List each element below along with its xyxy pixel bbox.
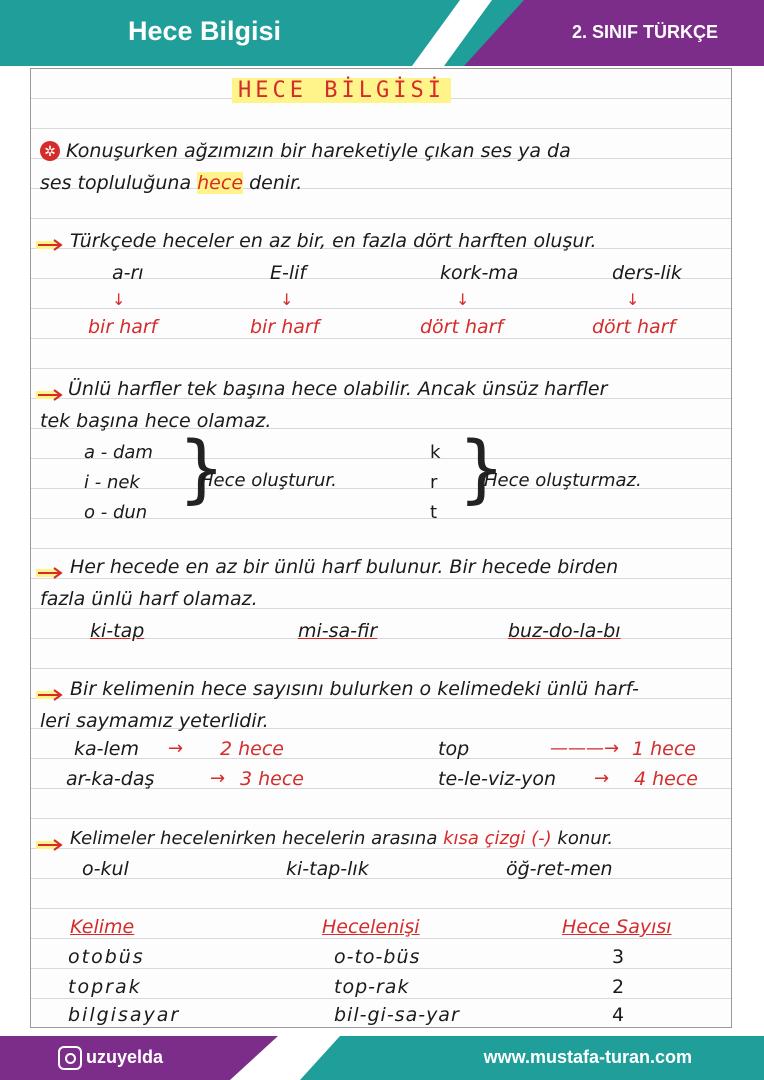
table-row-syllables: bil-gi-sa-yar [334, 1004, 460, 1026]
header-subject: 2. SINIF TÜRKÇE [571, 22, 718, 42]
arrow-icon [36, 688, 64, 702]
rule4-example-count-1: 2 hece [220, 738, 284, 760]
rule4-line2: leri saymamız yeterlidir. [40, 710, 269, 732]
definition-text-before: ses topluluğuna [40, 172, 192, 194]
rule4-line1: Bir kelimenin hece sayısını bulurken o kelimedeki ünlü harf- [70, 678, 639, 700]
rule4-example-count-4: 4 hece [634, 768, 698, 790]
rule2-line2: tek başına hece olamaz. [40, 410, 272, 432]
instagram-icon [58, 1046, 82, 1070]
table-header-count: Hece Sayısı [562, 916, 672, 938]
rule3-example-3: buz-do-la-bı [508, 620, 621, 642]
table-header-syllables: Hecelenişi [322, 916, 420, 938]
table-row-word: bilgisayar [68, 1004, 181, 1026]
rule5-text-main: Kelimeler hecelenirken hecelerin arasına [70, 828, 438, 849]
rule1-example-count-1: bir harf [88, 316, 158, 338]
rule4-example-word-3: ar-ka-daş [66, 768, 155, 790]
arrow-icon [36, 838, 64, 852]
brace-icon: } [458, 426, 506, 512]
table-row-count: 4 [612, 1004, 625, 1026]
vowel-word-1: a - dam [84, 442, 153, 463]
right-arrow-icon: ———→ [550, 738, 620, 759]
rule5-example-1: o-kul [82, 858, 129, 880]
rule3-line1: Her hecede en az bir ünlü harf bulunur. Bir hecede birden [70, 556, 619, 578]
arrow-icon [36, 388, 64, 402]
rule3-example-1: ki-tap [90, 620, 145, 642]
rule3-line2: fazla ünlü harf olamaz. [40, 588, 258, 610]
rule1-example-word-4: ders-lik [612, 262, 682, 284]
consonant-3: t [430, 502, 438, 523]
arrow-icon [36, 238, 64, 252]
vowel-label: Hece oluşturur. [200, 470, 337, 491]
rule1-example-word-3: kork-ma [440, 262, 519, 284]
rule4-example-count-3: 3 hece [240, 768, 304, 790]
table-row-word: toprak [68, 976, 142, 998]
rule1-example-word-1: a-rı [112, 262, 144, 284]
notebook-page [30, 68, 732, 1028]
right-arrow-icon: → [168, 738, 184, 759]
table-header-word: Kelime [70, 916, 135, 938]
rule5-text [70, 828, 613, 849]
footer-website-link[interactable]: www.mustafa-turan.com [483, 1047, 692, 1067]
rule5-example-2: ki-tap-lık [286, 858, 369, 880]
rule4-example-word-2: top [438, 738, 470, 760]
rule5-example-3: öğ-ret-men [506, 858, 613, 880]
consonant-label: Hece oluşturmaz. [484, 470, 642, 491]
vowel-word-3: o - dun [84, 502, 148, 523]
table-row-syllables: top-rak [334, 976, 410, 998]
definition-line2 [40, 172, 302, 194]
header-bar [0, 0, 764, 66]
down-arrow-icon: ↓ [112, 290, 126, 309]
rule2-line1: Ünlü harfler tek başına hece olabilir. Ancak ünsüz harfler [68, 378, 608, 400]
rule5-text-after: konur. [557, 828, 614, 849]
page-title: HECE BİLGİSİ [232, 78, 451, 103]
consonant-1: k [430, 442, 441, 463]
rule4-example-word-1: ka-lem [74, 738, 139, 760]
rule4-example-word-4: te-le-viz-yon [438, 768, 557, 790]
down-arrow-icon: ↓ [626, 290, 640, 309]
right-arrow-icon: → [210, 768, 226, 789]
footer-social-handle[interactable]: uzuyelda [86, 1047, 164, 1067]
consonant-2: r [430, 472, 438, 493]
table-row-syllables: o-to-büs [334, 946, 421, 968]
definition-text-after: denir. [249, 172, 303, 194]
arrow-icon [36, 566, 64, 580]
header-title: Hece Bilgisi [128, 16, 282, 46]
rule1-text: Türkçede heceler en az bir, en fazla dört harften oluşur. [70, 230, 597, 252]
right-arrow-icon: → [594, 768, 610, 789]
table-row-word: otobüs [68, 946, 145, 968]
rule1-example-count-3: dört harf [420, 316, 504, 338]
table-row-count: 2 [612, 976, 625, 998]
down-arrow-icon: ↓ [456, 290, 470, 309]
brace-icon: } [178, 426, 226, 512]
rule5-highlight: kısa çizgi (-) [443, 828, 552, 849]
table-row-count: 3 [612, 946, 625, 968]
rule4-example-count-2: 1 hece [632, 738, 696, 760]
definition-line1: Konuşurken ağzımızın bir hareketiyle çıkan ses ya da [66, 140, 571, 162]
flower-bullet-icon: ✲ [40, 141, 60, 161]
definition-highlight: hece [197, 172, 244, 194]
rule3-example-2: mi-sa-fir [298, 620, 378, 642]
rule1-example-count-2: bir harf [250, 316, 320, 338]
rule1-example-word-2: E-lif [270, 262, 307, 284]
rule1-example-count-4: dört harf [592, 316, 676, 338]
down-arrow-icon: ↓ [280, 290, 294, 309]
vowel-word-2: i - nek [84, 472, 140, 493]
